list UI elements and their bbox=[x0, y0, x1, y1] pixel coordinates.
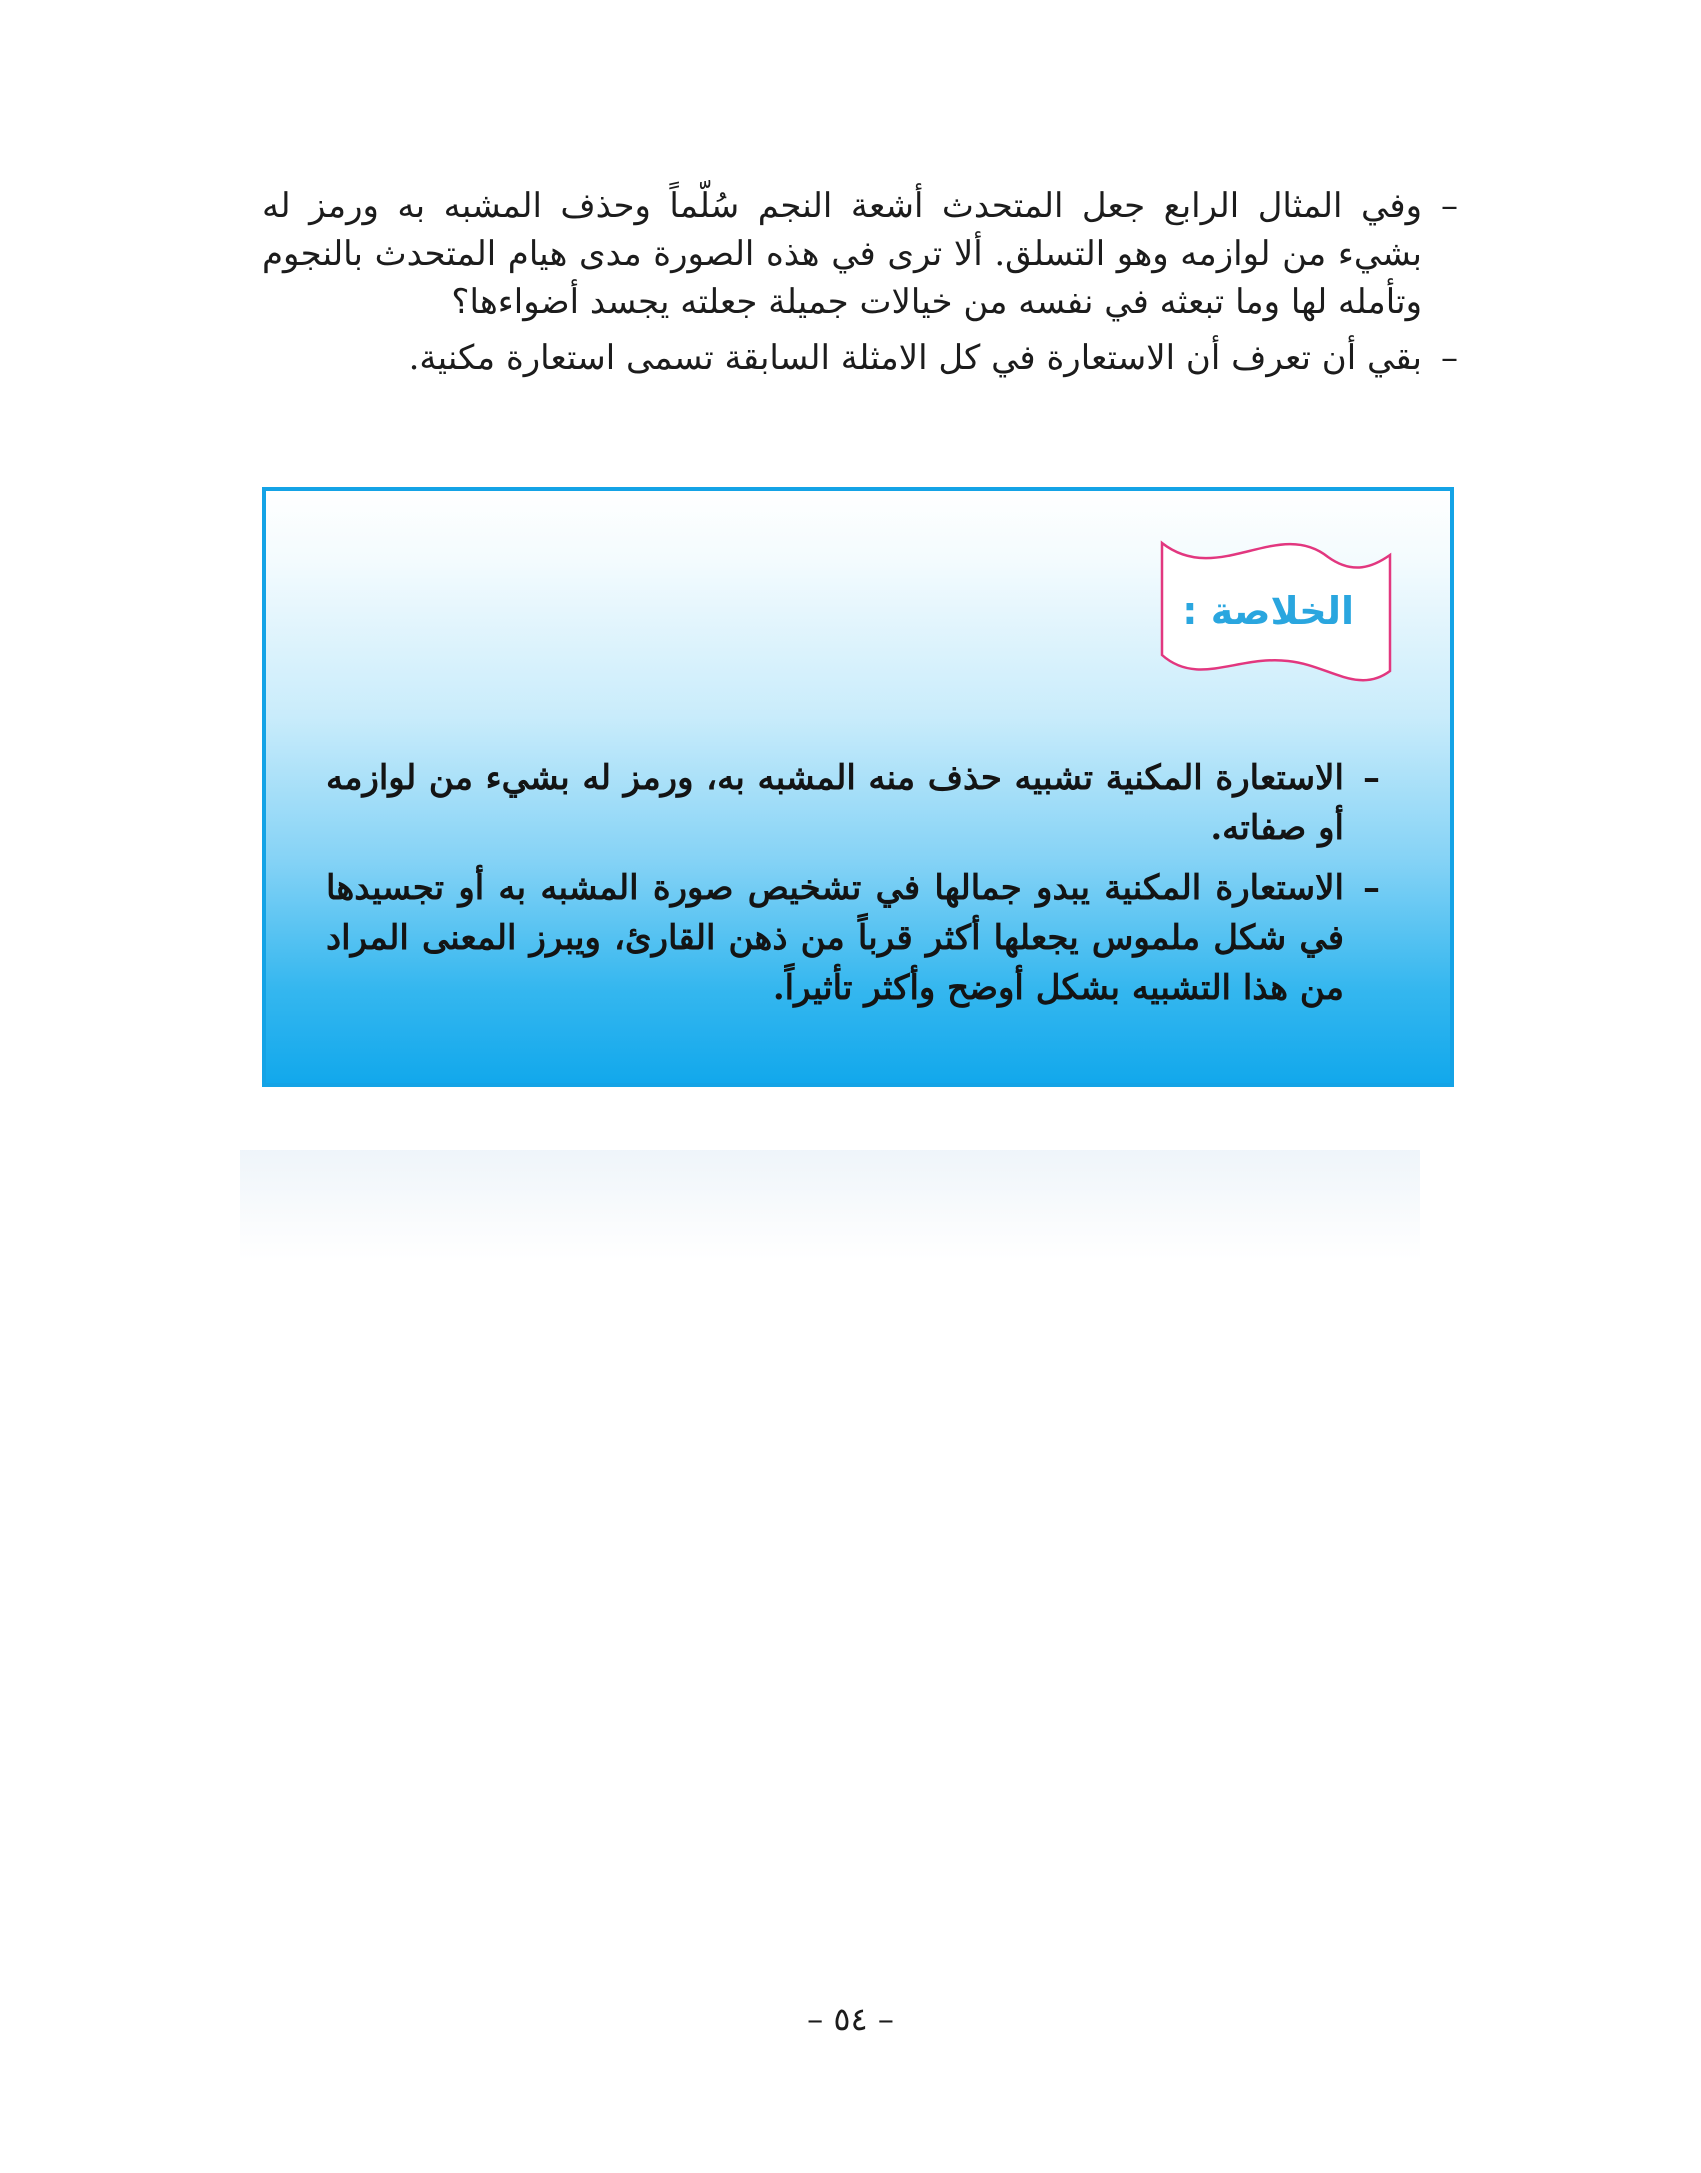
summary-item-1 bbox=[326, 753, 1380, 853]
bullet-dash: – bbox=[1441, 186, 1458, 226]
intro-section bbox=[262, 182, 1458, 390]
summary-list bbox=[326, 753, 1380, 1023]
summary-title: الخلاصة : bbox=[1182, 589, 1354, 633]
summary-item-2 bbox=[326, 863, 1380, 1013]
bullet-dash: – bbox=[1363, 758, 1380, 798]
bullet-dash: – bbox=[1363, 868, 1380, 908]
summary-item-text: الاستعارة المكنية يبدو جمالها في تشخيص صورة المشبه به أو تجسيدها في شكل ملموس يجعلها أكثر قرباً من ذهن القارئ، ويبرز المعنى المراد من هذا التشبيه بشكل أوضح وأكثر تأثيراً. bbox=[326, 868, 1345, 1008]
paragraph-text: بقي أن تعرف أن الاستعارة في كل الامثلة السابقة تسمى استعارة مكنية. bbox=[408, 338, 1422, 378]
bullet-dash: – bbox=[1441, 338, 1458, 378]
summary-box bbox=[262, 487, 1454, 1087]
intro-paragraph-2 bbox=[262, 334, 1458, 382]
page-number: – ٥٤ – bbox=[807, 2000, 894, 2038]
intro-paragraph-1 bbox=[262, 182, 1458, 326]
summary-flag bbox=[1158, 537, 1394, 687]
scan-smudge bbox=[240, 1150, 1420, 1260]
paragraph-text: وفي المثال الرابع جعل المتحدث أشعة النجم سُلّماً وحذف المشبه به ورمز له بشيء من لوازمه وهو التسلق. ألا ترى في هذه الصورة مدى هيام المتحدث بالنجوم وتأمله لها وما تبعثه في نفسه من خيالات جميلة جعلته يجسد أضواءها؟ bbox=[262, 186, 1422, 322]
summary-item-text: الاستعارة المكنية تشبيه حذف منه المشبه به، ورمز له بشيء من لوازمه أو صفاته. bbox=[326, 758, 1344, 848]
